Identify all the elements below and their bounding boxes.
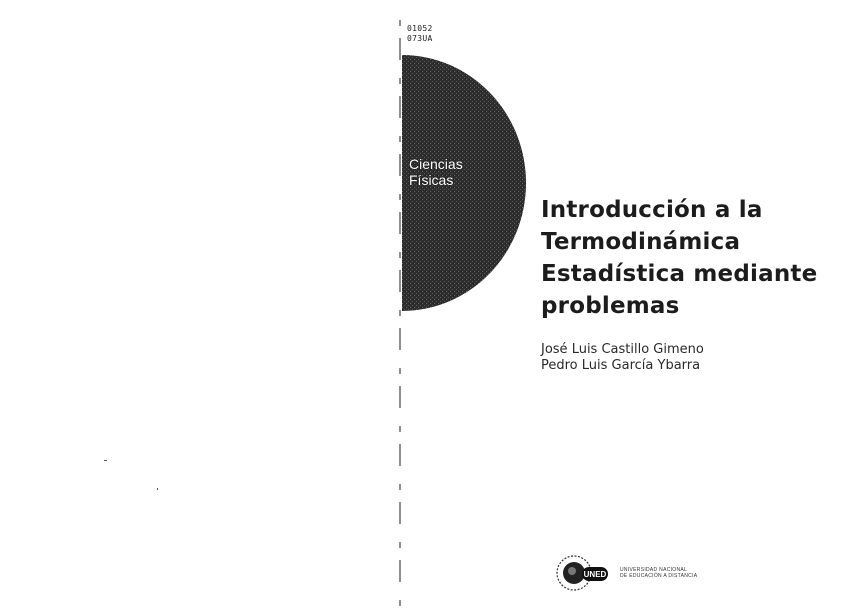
publisher-name-line: DE EDUCACIÓN A DISTANCIA <box>620 573 698 579</box>
series-label-line: Ciencias <box>409 156 463 172</box>
collection-code-line: 01052 <box>407 24 433 33</box>
series-label <box>409 156 463 188</box>
scan-speck <box>157 488 158 490</box>
series-label-line: Físicas <box>409 172 454 188</box>
collection-code <box>407 24 433 44</box>
title-line: problemas <box>541 293 680 319</box>
spine-fold-line <box>399 20 401 609</box>
title-line: Termodinámica <box>541 229 741 255</box>
author-name: José Luis Castillo Gimeno <box>541 342 704 357</box>
authors <box>541 342 704 374</box>
book-title <box>541 194 817 322</box>
title-line: Introducción a la <box>541 197 763 223</box>
title-line: Estadística mediante <box>541 261 818 287</box>
publisher-logo-icon <box>552 549 612 593</box>
collection-code-line: 073UA <box>407 34 433 43</box>
author-name: Pedro Luis García Ybarra <box>541 358 701 373</box>
publisher-logo-text: UNED <box>583 570 607 579</box>
scan-speck <box>104 460 107 461</box>
publisher-name-line: UNIVERSIDAD NACIONAL <box>620 567 688 573</box>
publisher-name <box>620 567 697 579</box>
